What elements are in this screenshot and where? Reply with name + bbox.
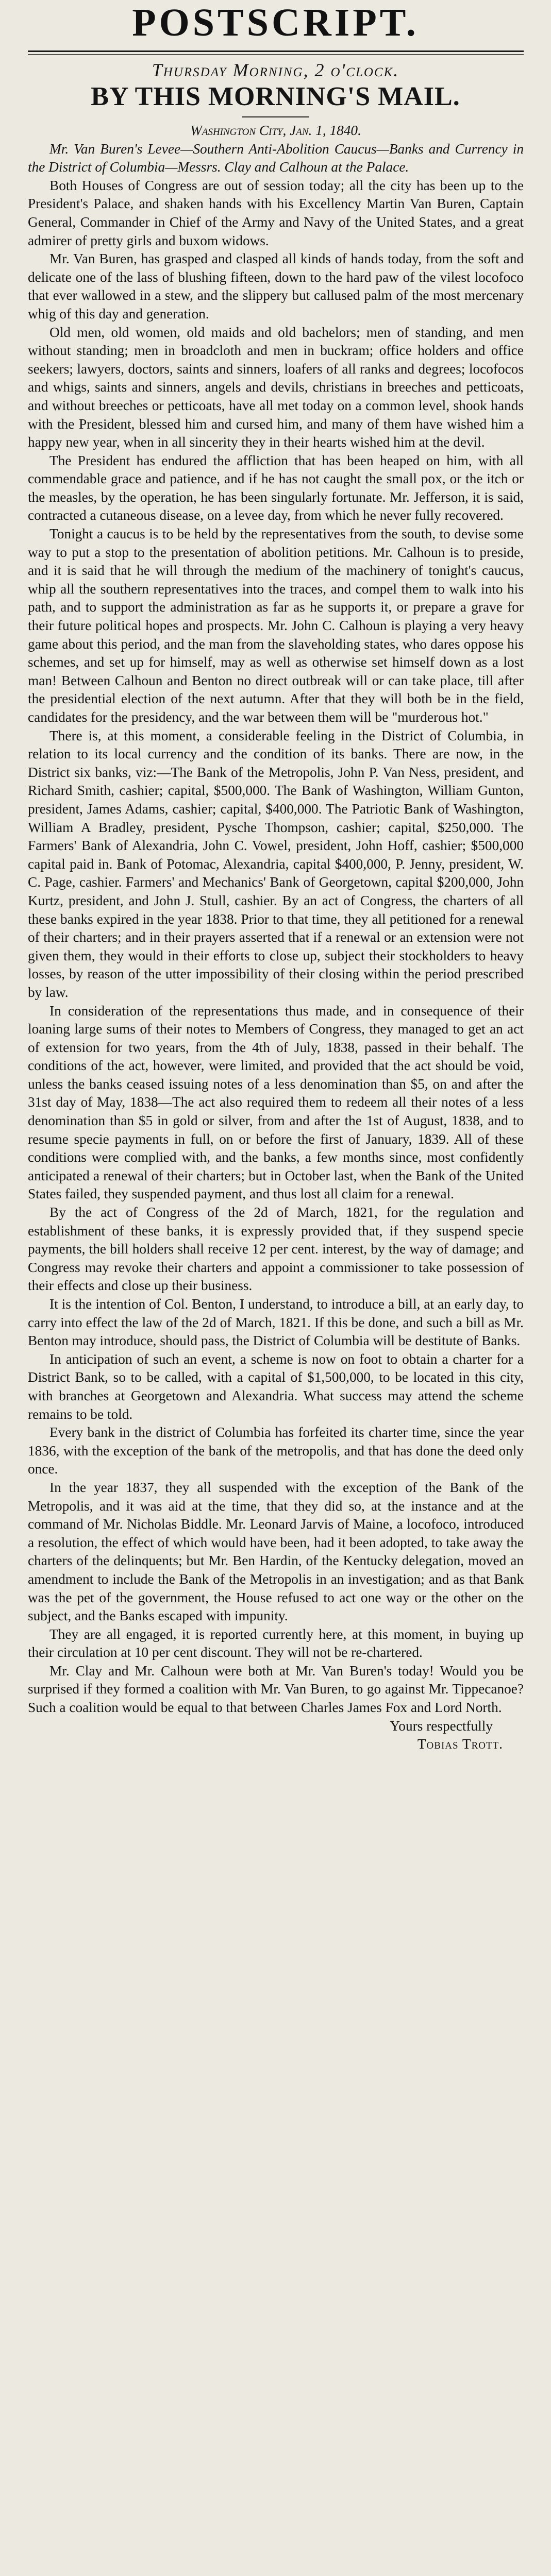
article-paragraph: There is, at this moment, a considerable feeling in the District of Columbia, in relation to its local currency and the condition of its banks. There are now, in the District six banks, viz:—The Bank of the Metropolis, John P. Van Ness, president, and Richard Smith, cashier; capital, $500,000. The Bank of Washington, William Gunton, president, James Adams, cashier; capital, $400,000. The Patriotic Bank of Washington, William A Bradley, president, Pysche Thompson, cashier; capital, $250,000. The Farmers' Bank of Alexandria, John C. Vowel, president, John Hoff, cashier; $500,000 capital paid in. Bank of Potomac, Alexandria, capital $400,000, P. Jenny, president, W. C. Page, cashier. Farmers' and Mechanics' Bank of Georgetown, capital $200,000, John Kurtz, president, and John J. Stull, cashier. By an act of Congress, the charters of all these banks expired in the year 1838. Prior to that time, they all petitioned for a renewal of their charters; and in their prayers asserted that if a renewal or an extension were not given them, they would in their efforts to close up, subject their stockholders to heavy losses, by reason of the utter impossibility of their closing within the period prescribed by law. — [28, 727, 524, 1000]
masthead-rule-thin — [28, 54, 524, 55]
article-paragraph: In consideration of the representations thus made, and in consequence of their loaning large sums of their notes to Members of Congress, they managed to get an act of extension for two years, from the 4th of July, 1838, passed in their behalf. The conditions of the act, however, were limited, and provided that the act should be void, unless the banks ceased issuing notes of a less denomination than $5, on and after the 31st day of May, 1838—The act also required them to redeem all their notes of a less denomination than $5 in gold or silver, from and after the 1st of August, 1838, and to resume specie payments in full, on or before the first of January, 1839. All of these conditions were complied with, and the banks, a few months since, most confidently anticipated a renewal of their charters; but in October last, when the Bank of the United States failed, they suspended payment, and thus lost all claim for a renewal. — [28, 1003, 524, 1202]
article-headline: Mr. Van Buren's Levee—Southern Anti-Abolition Caucus—Banks and Currency in the District of Columbia—Messrs. Clay and Calhoun at the Palace. — [28, 141, 524, 175]
article-paragraph: The President has endured the affliction that has been heaped on him, with all commendable grace and patience, and if he has not caught the small pox, or the itch or the measles, by the operation, he has been singularly fortunate. Mr. Jefferson, it is said, contracted a cutaneous disease, on a levee day, from which he never fully recovered. — [28, 452, 524, 523]
article — [28, 122, 524, 2576]
article-paragraph: In anticipation of such an event, a scheme is now on foot to obtain a charter for a District Bank, so to be called, with a capital of $1,500,000, to be located in this city, with branches at Georgetown and Alexandria. What success may attend the scheme remains to be told. — [28, 1351, 524, 1422]
masthead-rule — [28, 50, 524, 52]
article-paragraph: Tonight a caucus is to be held by the representatives from the south, to devise some way to put a stop to the presentation of abolition petitions. Mr. Calhoun is to preside, and it is said that he will through the medium of the machinery of tonight's caucus, whip all the southern representatives into the traces, and compel them to walk into his path, and to support the administration as far as he supports it, or prepare a grave for their future political hopes and prospects. Mr. John C. Calhoun is playing a very heavy game about this period, and the man from the slaveholding states, who dares oppose his schemes, and set up for himself, may as well as otherwise set himself down as a lost man! Between Calhoun and Benton no direct outbreak will or can take place, till after the presidential election of the next autumn. After that they will both be in the field, candidates for the presidency, and the war between them will be "murderous hot." — [28, 526, 524, 725]
article-paragraph: Both Houses of Congress are out of session today; all the city has been up to the President's Palace, and shaken hands with his Excellency Martin Van Buren, Captain General, Commander in Chief of the Army and Navy of the United States, and a great admirer of pretty girls and buxom widows. — [28, 177, 524, 248]
article-paragraph: Old men, old women, old maids and old bachelors; men of standing, and men without standing; men in broadcloth and men in buckram; office holders and office seekers; lawyers, doctors, saints and sinners, loafers of all ranks and degrees; locofocos and whigs, saints and sinners, angels and devils, christians in breeches and petticoats, and without breeches or petticoats, have all met today on a common level, shook hands with the President, blessed him and cursed him, and many of them have wished him a happy new year, when in all sincerity they in their hearts wished him at the devil. — [28, 324, 524, 450]
masthead: POSTSCRIPT. — [132, 1, 419, 44]
article-paragraph: Every bank in the district of Columbia has forfeited its charter time, since the year 1836, with the exception of the bank of the metropolis, and that has done the deed only once. — [28, 1425, 524, 1477]
article-paragraph: Mr. Clay and Mr. Calhoun were both at Mr. Van Buren's today! Would you be surprised if they formed a coalition with Mr. Van Buren, to go against Mr. Tippecanoe? Such a coalition would be equal to that between Charles James Fox and Lord North. — [28, 1663, 524, 1716]
article-paragraph: By the act of Congress of the 2d of March, 1821, for the regulation and establishment of these banks, it is expressly provided that, if they suspend specie payments, the bill holders shall receive 12 per cent. interest, by the way of damage; and Congress may revoke their charters and appoint a commissioner to take possession of their effects and close up their business. — [28, 1205, 524, 1294]
article-signature: Tobias Trott. — [417, 1736, 503, 1752]
article-place: Washington City, Jan. 1, 1840. — [190, 123, 361, 138]
subhead: BY THIS MORNING'S MAIL. — [91, 82, 460, 111]
article-paragraph: They are all engaged, it is reported currently here, at this moment, in buying up their circulation at 10 per cent discount. They will not be re-chartered. — [28, 1626, 524, 1660]
article-paragraph: It is the intention of Col. Benton, I understand, to introduce a bill, at an early day, to carry into effect the law of the 2d of March, 1821. If this be done, and such a bill as Mr. Benton may introduce, should pass, the District of Columbia will be destitute of Banks. — [28, 1296, 524, 1349]
article-paragraph: In the year 1837, they all suspended with the exception of the Bank of the Metropolis, and it was aid at the time, that they did so, at the instance and at the command of Mr. Nicholas Biddle. Mr. Leonard Jarvis of Maine, a locofoco, introduced a resolution, the effect of which would have been, had it been adopted, to take away the charters of the delinquents; but Mr. Ben Hardin, of the Kentucky delegation, moved an amendment to include the Bank of the Metropolis in an investigation; and as that Bank was the pet of the government, the House refused to act one way or the other on the subject, and the Banks escaped with impunity. — [28, 1479, 524, 1624]
article-signoff: Yours respectfully — [390, 1718, 493, 1734]
article-paragraph: Mr. Van Buren, has grasped and clasped all kinds of hands today, from the soft and delicate one of the lass of blushing fifteen, down to the hard paw of the vilest locofoco that ever wallowed in a stew, and the slippery but callused palm of the most mercenary whig of this day and generation. — [28, 251, 524, 321]
subhead-rule — [242, 116, 309, 117]
dateline: Thursday Morning, 2 o'clock. — [152, 60, 399, 80]
